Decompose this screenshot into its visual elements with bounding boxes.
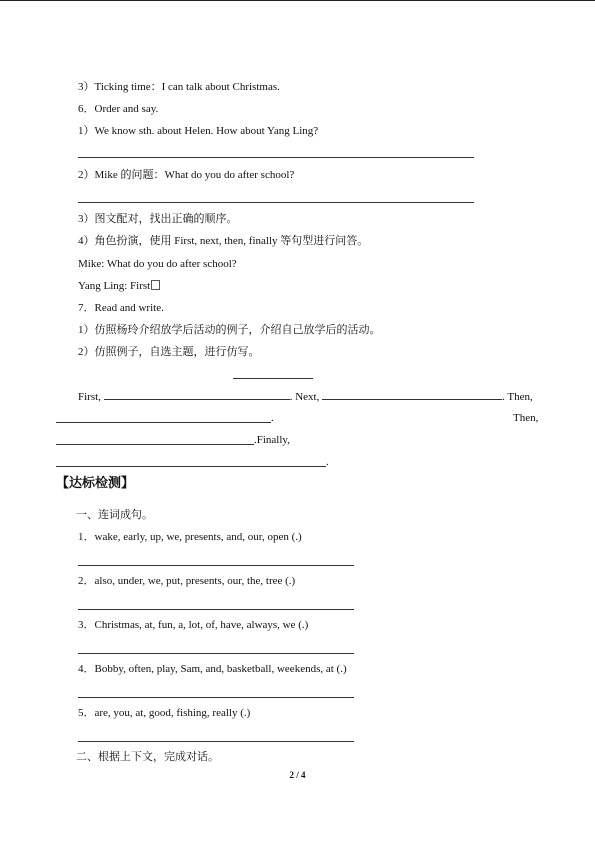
ticking-time: 3）Ticking time：I can talk about Christmas.	[78, 81, 280, 93]
question-3: 3）图文配对，找出正确的顺序。	[78, 213, 238, 225]
question-1: 1）We know sth. about Helen. How about Yang Ling?	[78, 125, 319, 137]
question-2: 2）Mike 的问题：What do you do after school?	[78, 169, 295, 181]
part1-answer-4[interactable]	[78, 697, 354, 698]
section-title: 【达标检测】	[56, 476, 135, 491]
yang-ling-text: Yang Ling: First	[78, 280, 151, 292]
first-word: First,	[78, 391, 101, 403]
part1-answer-3[interactable]	[78, 653, 354, 654]
first-blank[interactable]	[104, 389, 290, 400]
period-2: .	[326, 456, 329, 468]
part1-question-2: 2．also, under, we, put, presents, our, the, tree (.)	[78, 575, 296, 587]
page-number: 2 / 4	[289, 770, 306, 780]
then-continuation-blank[interactable]	[56, 422, 271, 423]
yang-ling-line	[78, 279, 160, 293]
part1-answer-2[interactable]	[78, 609, 354, 610]
finally-word: .Finally,	[254, 434, 290, 446]
next-word: . Next,	[289, 391, 320, 403]
read-and-write: 7．Read and write.	[78, 302, 164, 314]
then-word-1: . Then,	[502, 391, 533, 403]
part2-title: 二、根据上下文，完成对话。	[76, 751, 219, 763]
question-4: 4）角色扮演，使用 First, next, then, finally 等句型进行问答。	[78, 235, 369, 247]
part1-question-5: 5．are, you, at, good, fishing, really (.)	[78, 707, 251, 719]
next-blank[interactable]	[322, 389, 502, 400]
answer-line-2[interactable]	[78, 202, 474, 203]
part1-question-4: 4．Bobby, often, play, Sam, and, basketball, weekends, at (.)	[78, 663, 347, 675]
placeholder-box-icon	[151, 280, 160, 290]
part1-answer-5[interactable]	[78, 741, 354, 742]
then-word-2: Then,	[513, 412, 539, 424]
title-blank[interactable]	[233, 378, 313, 379]
part1-answer-1[interactable]	[78, 565, 354, 566]
read-item-1: 1）仿照杨玲介绍放学后活动的例子，介绍自己放学后的活动。	[78, 324, 381, 336]
mike-line: Mike: What do you do after school?	[78, 258, 237, 270]
part1-title: 一、连词成句。	[76, 509, 153, 521]
part1-question-3: 3．Christmas, at, fun, a, lot, of, have, always, we (.)	[78, 619, 309, 631]
then-blank-2[interactable]	[56, 444, 254, 445]
writing-line-1	[78, 389, 533, 404]
answer-line-1[interactable]	[78, 157, 474, 158]
top-border	[0, 0, 595, 1]
order-and-say: 6．Order and say.	[78, 103, 159, 115]
finally-blank[interactable]	[56, 466, 326, 467]
part1-question-1: 1．wake, early, up, we, presents, and, our, open (.)	[78, 531, 302, 543]
period-1: .	[271, 412, 274, 424]
read-item-2: 2）仿照例子，自选主题，进行仿写。	[78, 346, 260, 358]
